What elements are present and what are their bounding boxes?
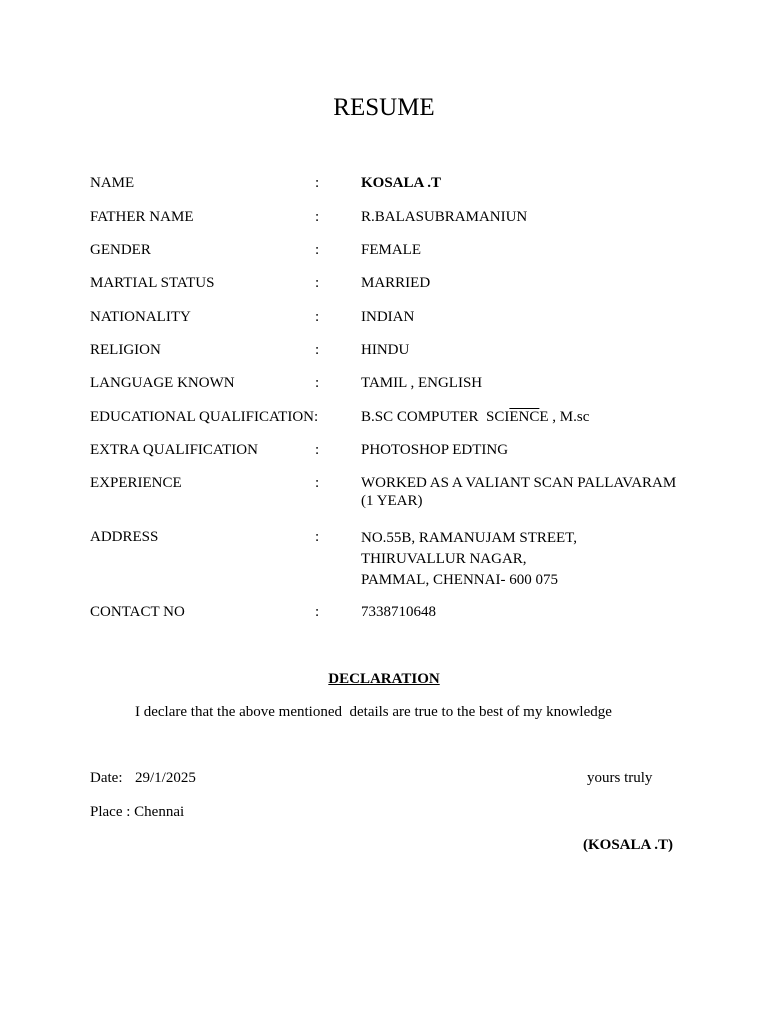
field-value: TAMIL , ENGLISH xyxy=(361,375,483,391)
field-value-line: PAMMAL, CHENNAI- 600 075 xyxy=(361,572,558,588)
field-value: PHOTOSHOP EDTING xyxy=(361,442,509,458)
field-value: MARRIED xyxy=(361,275,431,291)
field-label: ADDRESS xyxy=(90,529,159,545)
field-father-name xyxy=(90,208,710,230)
field-address xyxy=(90,528,710,592)
field-value: 7338710648 xyxy=(361,604,436,620)
declaration-heading: DECLARATION xyxy=(328,671,440,687)
field-extra-qualification xyxy=(90,441,710,463)
field-language-known xyxy=(90,374,710,396)
closing-text: yours truly xyxy=(587,770,653,786)
field-value xyxy=(361,408,711,426)
field-colon: : xyxy=(315,175,320,191)
field-value xyxy=(361,474,711,510)
field-value-line: WORKED AS A VALIANT SCAN PALLAVARAM xyxy=(361,475,677,491)
page-title: RESUME xyxy=(333,94,435,121)
field-label: LANGUAGE KNOWN xyxy=(90,375,235,391)
field-experience xyxy=(90,474,710,514)
field-marital-status xyxy=(90,274,710,296)
date-label: Date: xyxy=(90,770,123,786)
field-label: NATIONALITY xyxy=(90,309,191,325)
field-label: EXTRA QUALIFICATION xyxy=(90,442,258,458)
field-label: CONTACT NO xyxy=(90,604,185,620)
field-value xyxy=(361,528,711,591)
field-value: FEMALE xyxy=(361,242,421,258)
field-gender xyxy=(90,241,710,263)
field-colon: : xyxy=(315,529,320,545)
field-label: FATHER NAME xyxy=(90,209,194,225)
field-colon: : xyxy=(315,475,320,491)
field-value-line: THIRUVALLUR NAGAR, xyxy=(361,551,527,567)
field-label: MARTIAL STATUS xyxy=(90,275,215,291)
field-value: KOSALA .T xyxy=(361,175,442,191)
field-label: EXPERIENCE xyxy=(90,475,182,491)
field-value: R.BALASUBRAMANIUN xyxy=(361,209,528,225)
place-text: Place : Chennai xyxy=(90,804,185,820)
field-value-part: B.SC COMPUTER SCI xyxy=(361,409,510,425)
field-value-line: NO.55B, RAMANUJAM STREET, xyxy=(361,530,577,546)
field-colon: : xyxy=(315,309,320,325)
field-colon: : xyxy=(315,209,320,225)
field-value-line: (1 YEAR) xyxy=(361,493,423,509)
field-colon: : xyxy=(315,604,320,620)
declaration-text: I declare that the above mentioned details are true to the best of my knowledge xyxy=(135,704,612,720)
field-colon: : xyxy=(315,375,320,391)
field-value: INDIAN xyxy=(361,309,415,325)
field-religion xyxy=(90,341,710,363)
field-colon: : xyxy=(315,442,320,458)
field-name xyxy=(90,174,710,196)
field-contact-no xyxy=(90,603,710,625)
signature-name: (KOSALA .T) xyxy=(583,837,674,853)
field-label: RELIGION xyxy=(90,342,161,358)
field-value-part: E , M.sc xyxy=(539,409,590,425)
field-label: EDUCATIONAL QUALIFICATION: xyxy=(90,409,319,425)
field-colon: : xyxy=(315,242,320,258)
field-colon: : xyxy=(315,275,320,291)
field-label: GENDER xyxy=(90,242,151,258)
field-value-part: $\overline{ENC}$ xyxy=(509,409,540,425)
date-value: 29/1/2025 xyxy=(135,770,196,786)
field-value: HINDU xyxy=(361,342,410,358)
field-label: NAME xyxy=(90,175,135,191)
field-nationality xyxy=(90,308,710,330)
field-colon: : xyxy=(315,342,320,358)
field-educational-qualification xyxy=(90,408,710,430)
